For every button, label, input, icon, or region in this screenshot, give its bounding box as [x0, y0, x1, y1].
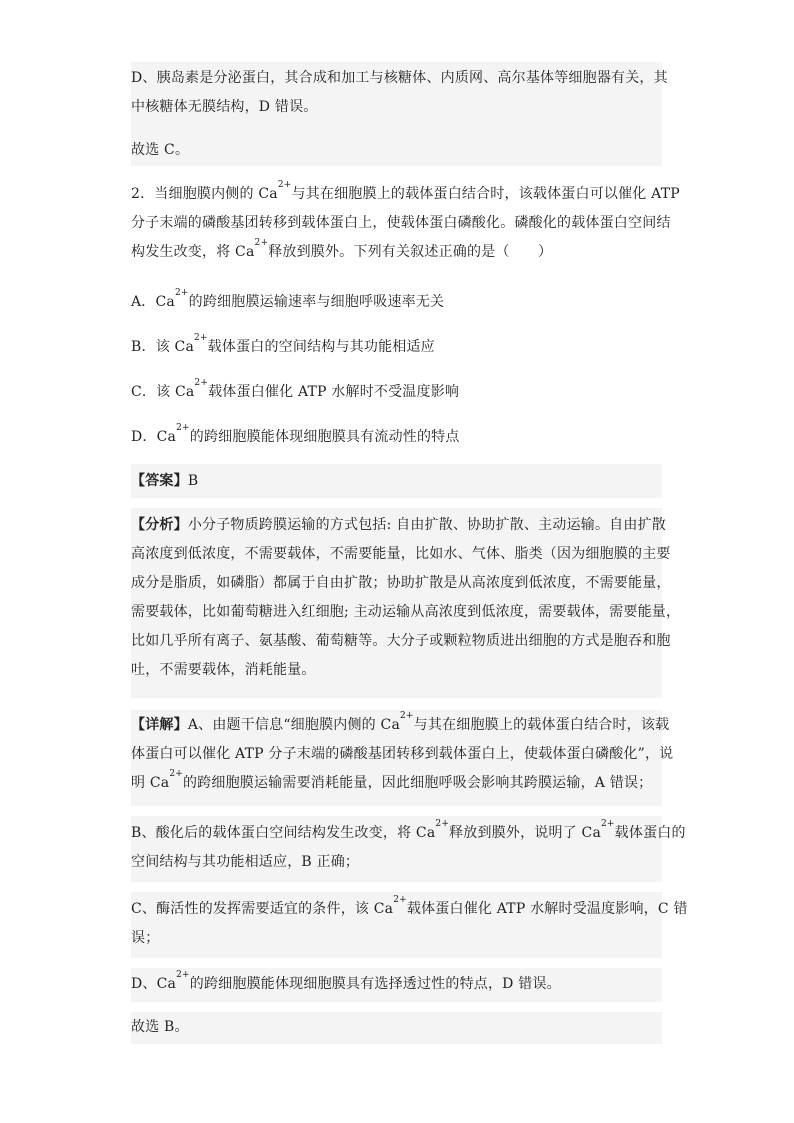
prev-option-d	[131, 62, 668, 136]
detail-answer-text: 故选 B。	[131, 1019, 189, 1035]
detail-answer	[131, 1012, 662, 1044]
q2-option-d: D．$Ca^{2+}$的跨细胞膜能体现细胞膜具有流动性的特点	[131, 423, 460, 445]
answer-value: B	[187, 473, 199, 489]
q2-stem-line2: 分子末端的磷酸基团转移到载体蛋白上，使载体蛋白磷酸化。磷酸化的载体蛋白空间结	[131, 215, 671, 231]
detail-block-d: D、$Ca^{2+}$的跨细胞膜能体现细胞膜具有选择透过性的特点，D 错误。	[131, 968, 662, 1002]
prev-d-line1: D、胰岛素是分泌蛋白，其合成和加工与核糖体、内质网、高尔基体等细胞器有关，其	[131, 70, 668, 86]
prev-d-line2: 中核糖体无膜结构，D 错误。	[131, 99, 318, 115]
detail-block-c: C、酶活性的发挥需要适宜的条件，该 $Ca^{2+}$载体蛋白催化 ATP 水解时受温度影响，C 错 误；	[131, 892, 662, 958]
detail-block-b: B、酸化后的载体蛋白空间结构发生改变，将 $Ca^{2+}$释放到膜外，说明了 $Ca^{2+}$载体蛋白的 空间结构与其功能相适应，B 正确；	[131, 816, 662, 882]
q2-option-a: A．$Ca^{2+}$的跨细胞膜运输速率与细胞呼吸速率无关	[131, 288, 445, 310]
question-2-stem	[131, 180, 680, 267]
q2-stem-line3: 构发生改变，将 $Ca^{2+}$释放到膜外。下列有关叙述正确的是（ ）	[131, 238, 553, 260]
detail-label: 【详解】	[131, 717, 188, 733]
q2-option-c: C．该 $Ca^{2+}$载体蛋白催化 ATP 水解时不受温度影响	[131, 378, 460, 400]
analysis-block: 【分析】小分子物质跨膜运输的方式包括: 自由扩散、协助扩散、主动运输。自由扩散 高浓度到低浓度，不需要载体，不需要能量，比如水、气体、脂类（因为细胞膜的主要 成分是脂质，如磷脂）都属于自由扩散；协助扩散是从高浓度到低浓度，不需要能量， 需要载体，比如葡萄糖进入红细胞; 主动运输从高浓度到低浓度，需要载体，需要能量， 比如几乎所有离子、氨基酸、葡萄糖等。大分子或颗粒物质进出细胞的方式是胞吞和胞 吐，不需要载体，消耗能量。	[131, 508, 662, 698]
answer-block	[131, 464, 662, 498]
q2-option-b: B．该 $Ca^{2+}$载体蛋白的空间结构与其功能相适应	[131, 333, 435, 355]
prev-answer	[131, 136, 662, 166]
detail-block-a: 【详解】A、由题干信息“细胞膜内侧的 $Ca^{2+}$与其在细胞膜上的载体蛋白结合时，该载 体蛋白可以催化 ATP 分子末端的磷酸基团转移到载体蛋白上，使载体蛋白磷酸化”，说 明 $Ca^{2+}$的跨细胞膜运输需要消耗能量，因此细胞呼吸会影响其跨膜运输，A 错误；	[131, 710, 662, 806]
answer-label: 【答案】	[131, 473, 188, 489]
prev-answer-text: 故选 C。	[131, 142, 190, 158]
analysis-label: 【分析】	[131, 517, 188, 533]
q2-stem-line1: 2．当细胞膜内侧的 $Ca^{2+}$与其在细胞膜上的载体蛋白结合时，该载体蛋白可以催化 ATP	[131, 180, 680, 202]
